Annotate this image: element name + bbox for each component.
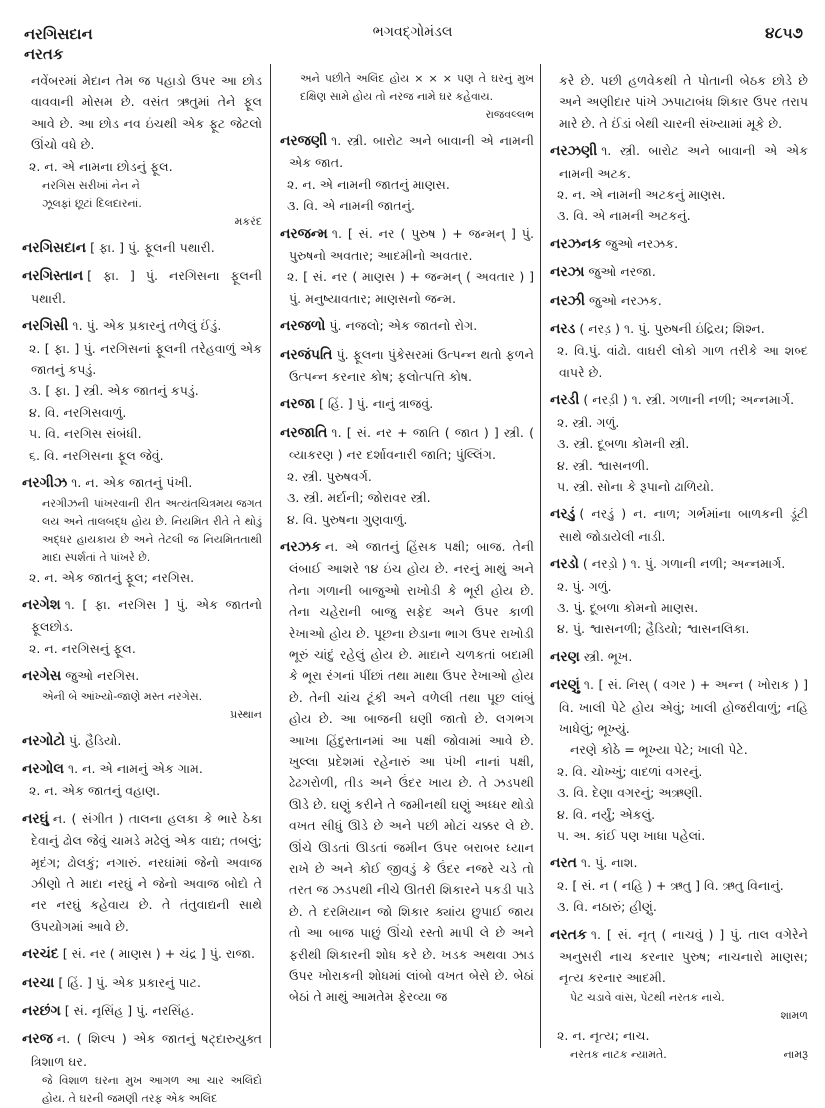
definition: ૧. ન. એ નામનું એક ગામ. [67, 760, 203, 776]
sense: ૩. વિ. દેણા વગરનું; અઋણી. [557, 785, 703, 801]
sense: ૨. ન. એ નામના છોડનું ફૂલ. [29, 158, 173, 174]
headword: નરઝક [280, 538, 321, 555]
sense: ૨. પું. ગળું. [557, 578, 612, 594]
definition: ૧. [ ફા. નરગિસ ] પું. એક જાતનો ફૂલછોડ. [31, 596, 262, 635]
sense: ૩. વિ. એ નામની અટકનું. [557, 208, 691, 224]
quotation [22, 495, 262, 567]
dictionary-entry [280, 422, 534, 466]
sense: ૨. ન. એ નામની અટકનું માણસ. [557, 187, 726, 203]
headword: નરઝણી [550, 143, 598, 160]
definition: ૧. [ સં. નૃત્ ( નાચવું ) ] પું. તાલ વગેરેને અનુસરી નાચ કરનાર પુરુષ; નાચનારો માણસ; નૃત્ય કરનાર આદમી. [559, 926, 808, 986]
headword: નરડી [550, 392, 580, 409]
headword: નરગોટો [22, 732, 66, 749]
quotation [550, 739, 808, 760]
headword: નરડો [550, 556, 579, 573]
headword: નરગિસદાન [22, 240, 87, 257]
sense: ૫. સ્ત્રી. સોના કે રૂપાનો ઢાળિયો. [557, 478, 714, 494]
headword: નરગીઝ [22, 475, 68, 492]
headword: નરગિસ્તાન [22, 268, 84, 285]
sense: ૨. ન. નરગિસનું ફૂલ. [29, 640, 136, 656]
headword: નરજાતિ [280, 424, 328, 441]
sense: ૨. વિ. ચોખ્ખું; વાદળાં વગરનું. [557, 763, 703, 779]
dictionary-entry [550, 852, 808, 874]
sense: ૨. [ ફા. ] પું. નરગિસનાં ફૂલની તરેહવાળું એક જાતનું કપડું. [29, 340, 262, 378]
first-headword: નરગિસદાન [24, 25, 93, 43]
dictionary-entry [550, 646, 808, 668]
continued-text: કરે છે. પછી હળવેકથી તે પોતાની બેઠક છોડે છે અને અણીદાર પાંખે ઝપાટાબંધ શિકાર ઉપર તરાપ મારે છે. તે ઈંડાં બેથી ચારની સંખ્યામાં મૂકે છે. [559, 73, 808, 131]
headword: નરગેસ [22, 668, 62, 685]
sense: ૨. ન. નૃત્ય; નાચ. [557, 1027, 650, 1043]
sense: ૩. સ્ત્રી. મર્દાની; જોરાવર સ્ત્રી. [287, 490, 431, 506]
definition: પું. હૈડિયો. [69, 732, 122, 748]
dictionary-entry [22, 808, 262, 937]
dictionary-entry [22, 1028, 262, 1072]
definition: ૧. ન. એક જાતનું પંખી. [71, 475, 193, 491]
column-divider [270, 64, 271, 1048]
headword: નરડ [550, 321, 576, 338]
headword: નરઝી [550, 292, 586, 309]
definition: ૧. પું. નાશ. [580, 855, 638, 871]
definition: ( નરડ઼ું ) ન. નાળ; ગર્ભમાંના બાળકની ડૂંટી સાથે જોડાયેલી નાડી. [559, 506, 808, 544]
dictionary-entry [22, 943, 262, 965]
definition: ૧. [ સં. નિસ્ ( વગર ) + અન્ન ( ખોરાક ) ] વિ. ખાલી પેટે હોય એવું; ખાલી હોજરીવાળું; નહિ ખાધેલું; ભૂખ્યું. [559, 677, 808, 736]
definition: જુઓ નરઝક. [605, 235, 679, 251]
dictionary-entry [550, 503, 808, 547]
dictionary-entry [22, 594, 262, 638]
quotation-text: અને પછીતે અલિંદ હોય × × × પણ તે ઘરનું મુખ દક્ષિણ સામે હોય તો નરજ નામે ઘર કહેવાય. [300, 72, 534, 103]
dictionary-entry [550, 290, 808, 312]
quotation-text: જે વિશાળ ઘરના મુખ આગળ આ ચાર અલિંદો હોય. તે ઘરની જમણી તરફ એક અલિંદ [42, 1074, 262, 1106]
sense: ૫. અ. કાંઈ પણ ખાધા પહેલાં. [557, 828, 706, 843]
quotation-source: ચિત્રમય જગત [197, 496, 262, 510]
dictionary-entry [22, 758, 262, 780]
headword: નરઝા [550, 264, 585, 281]
dictionary-entry [22, 730, 262, 752]
definition: ન. ( સંગીત ) તાલના હલકા કે ભારે ઠેકા દેવાનું ઢોલ જેવું ચામડે મઢેલું એક વાદ્ય; તબલું; મૃદંગ; ઢોલકું; નગારું. નરઘાંમાં જેનો અવાજ ઝીણો તે માદા નરઘું ને જેનો અવાજ બોદો તે નર નરઘું કહેવાય છે. તે તંતુવાદ્યની સાથે ઉપયોગમાં આવે છે. [31, 810, 262, 934]
column-2 [280, 70, 534, 1008]
definition: સ્ત્રી. ભૂખ. [583, 648, 633, 664]
quotation-source: પ્રસ્થાન [230, 707, 262, 721]
definition: ( નરડ઼ો ) ૧. પું. ગળાની નળી; અન્નમાર્ગ. [582, 556, 786, 572]
quotation-source: શામળ [780, 1008, 808, 1022]
quotation-text: નરતક નાટક ન્યામતે. [570, 1048, 667, 1062]
dictionary-entry [280, 130, 534, 174]
page-number: ૪૮૫૭ [765, 24, 803, 42]
sense: ૩. વિ. નઠારું; હીણું. [557, 899, 657, 915]
quotation-source: નામરૂ [783, 1048, 808, 1062]
column-1 [22, 70, 262, 1108]
dictionary-entry [550, 674, 808, 739]
sense: ૨. સ્ત્રી. ગળું. [557, 414, 620, 430]
definition: ૧. [ સં. નર ( પુરુષ ) + જન્મન્ ] પું. પુરુષનો અવતાર; આદમીનો અવતાર. [289, 225, 534, 264]
sense: ૪. પું. શ્વાસનળી; હૈડિયો; શ્વાસનલિકા. [557, 621, 750, 637]
sense: ૨. [ સં. નર ( માણસ ) + જન્મન્ ( અવતાર ) ] પું. મનુષ્યાવતાર; માણસનો જન્મ. [287, 269, 534, 306]
definition: ૧. પું. એક પ્રકારનું તળેલું ઈંડું. [72, 318, 222, 334]
quotation-text: ઝૂલફાં છૂટાં દિલદારનાં. [42, 197, 142, 211]
definition: જુઓ નરઝક. [589, 292, 662, 308]
quotation-text: નરણે કોઠે = ભૂખ્યા પેટે; ખાલી પેટે. [570, 742, 748, 758]
dictionary-entry [22, 972, 262, 994]
headword: નરણ [550, 648, 580, 665]
definition: [ ફા. ] પું. નરગિસના ફૂલની પથારી. [31, 268, 262, 306]
headword: નરત [550, 855, 577, 872]
quotation-source: મકરંદ [234, 215, 262, 229]
dictionary-entry [280, 536, 534, 1008]
continued-text: નવેંબરમાં મેદાન તેમ જ પહાડો ઉપર આ છોડ વાવવાની મોસમ છે. વસંત ઋતુમાં તેને ફૂલ આવે છે. આ છોડ નવ ઇંચથી એક ફૂટ જેટલો ઊંચો વધે છે. [31, 73, 262, 153]
headword: નરડું [550, 506, 576, 523]
dictionary-entry [550, 233, 808, 255]
sense: ૩. વિ. એ નામની જાતનું. [287, 198, 416, 214]
quotation-text: નરગીઝની પાંખરવાની રીત અત્યંત લય અને તાલબદ્ધ હોય છે. નિયમિત રીતે તે થોડું અદ્ધર હાયકાય છે અને તેટલી જ નિયમિતતાથી માદા સ્પર્શતાં તે પાંખરે છે. [42, 496, 262, 564]
definition: જુઓ નરજા. [588, 264, 656, 280]
sense: ૨. ન. એક જાતનું ફૂલ; નરગિસ. [29, 569, 195, 585]
column-divider [540, 64, 541, 1048]
headword: નરજન્મ [280, 225, 328, 242]
sense: ૨. ન. એક જાતનું વહાણ. [29, 783, 161, 799]
sense: ૫. વિ. નરગિસ સંબંધી. [29, 426, 142, 442]
sense: ૨. ન. એ નામની જાતનું માણસ. [287, 176, 450, 192]
dictionary-entry [550, 261, 808, 283]
sense: ૩. સ્ત્રી. દૂબળા કોમની સ્ત્રી. [557, 436, 690, 452]
dictionary-entry [22, 472, 262, 494]
definition: ન. ( શિલ્પ ) એક જાતનું ષટ્દારુયુક્ત ત્રિશાળ ઘર. [31, 1031, 262, 1069]
quotation [22, 177, 262, 195]
sense: ૩. પું. દૂબળા કોમનો માણસ. [557, 599, 699, 615]
definition: [ ફા. ] પું. ફૂલની પથારી. [90, 240, 215, 256]
dictionary-entry [22, 665, 262, 687]
headword: નરણું [550, 677, 580, 694]
sense: ૪. વિ. નર્યું; એકલું. [557, 806, 656, 822]
sense: ૩. [ ફા. ] સ્ત્રી. એક જાતનું કપડું. [29, 383, 199, 399]
headword: નરઝનક [550, 235, 602, 252]
definition: પું. ફૂલના પુંકેસરમાં ઉત્પન્ન થતો ફળને ઉત્પન્ન કરનાર કોષ; ફલોત્પત્તિ કોષ. [289, 346, 534, 385]
quotation-text: નરગિસ સરીખાં નેન ને [42, 179, 140, 193]
definition: પું. નજલો; એક જાતનો રોગ. [329, 318, 478, 334]
sense: ૪. સ્ત્રી. શ્વાસનળી. [557, 457, 650, 473]
dictionary-entry [550, 140, 808, 184]
sense: ૨. સ્ત્રી. પુરુષવર્ગ. [287, 468, 372, 484]
dictionary-entry [22, 237, 262, 259]
headword: નરચંદ [22, 946, 59, 963]
headword: નરતક [550, 926, 587, 943]
definition: ૧. [ સં. નર + જાતિ ( જાત ) ] સ્ત્રી. ( વ્યાકરણ ) નર દર્શાવનારી જાતિ; પુંલ્લિંગ. [289, 424, 534, 463]
dictionary-entry [550, 553, 808, 575]
definition: ન. એ જાતનું હિંસક પક્ષી; બાજ. તેની લંબાઈ આશરે ૧૪ ઇંચ હોય છે. નરનું માથું અને તેના ગળાની બાજુઓ રાખોડી કે ભૂરી હોય છે. તેના ચહેરાની બાજુ સફેદ અને ઉપર કાળી રેખાઓ હોય છે. પૂછના છેડાના ભાગ ઉપર રાખોડી ભૂરું ચાંદું રહેલું હોય છે. માદાને ચળકતાં બદામી કે ભૂરા રંગનાં પીંછાં તથા માથા ઉપર રેખાઓ હોય છે. તેની ચાંચ ટૂંકી અને વળેલી તથા પૂછ લાંબું હોય છે. આ બાજની ઘણી જાતો છે. લગભગ આખા હિંદુસ્તાનમાં આ પક્ષી જોવામાં આવે છે. ખુલ્લા પ્રદેશમાં રહેનારું આ પંખી નાનાં પક્ષી, ઢેઢગરોળી, તીડ અને ઉંદર ખાય છે. તે ઝડપથી ઊડે છે. ઘણું કરીને તે જમીનથી ઘણું અધ્ધર થોડો વખત સીધું ઊડે છે અને પછી મોટાં ચક્કર લે છે. ઊંચે ઊડતાં ઊડતાં જમીન ઉપર બરાબર ધ્યાન રાખે છે અને કોઈ જીવડું કે ઉંદર નજરે ચડે તો તરત જ ઝડપથી નીચે ઊતરી શિકારને પકડી પાડે છે. તે દરમિયાન જો શિકાર ક્યાંય છુપાઈ જાય તો આ બાજ પાછું ઊંચો રસ્તો માપી લે છે અને ફરીથી શિકારની શોધ કરે છે. ખડક અથવા ઝાડ ઉપર ખોરાકની શોધમાં લાંબો વખત બેસે છે. બેઠાં બેઠાં તે માથું આમતેમ ફેરવ્યા જ [289, 538, 534, 1005]
quotation-text: એની બે આંખ્યો-જાણે મસ્ત નરગેસ. [42, 689, 203, 703]
headword: નરજળો [280, 318, 326, 335]
quotation-text: પેટ ચડાવે વાંસ, પેટથી નરતક નાચે. [570, 990, 725, 1004]
sense: ૬. વિ. નરગિસના ફૂલ જેવું. [29, 447, 164, 463]
headword: નરઘું [22, 810, 49, 827]
definition: [ સં. નર ( માણસ ) + ચંદ્ર ] પું. રાજા. [62, 946, 256, 962]
headword: નરગોલ [22, 760, 64, 777]
book-title: ભગવદ્ગોમંડલ [372, 24, 453, 40]
definition: [ સં. નૃસિંહ ] પું. નરસિંહ. [64, 1003, 195, 1018]
last-headword: નરતક [24, 45, 64, 63]
dictionary-entry [22, 265, 262, 309]
dictionary-entry [550, 389, 808, 411]
headword: નરજંપતિ [280, 346, 333, 363]
sense: ૨. [ સં. ન ( નહિ ) + ઋતુ ] વિ. ઋતુ વિનાનું. [557, 877, 784, 893]
definition: જુઓ નરગિસ. [65, 668, 140, 684]
sense: ૨. વિ.પું. વાંઢો. વાઘરી લોકો ગાળ તરીકે આ શબ્દ વાપરે છે. [557, 343, 808, 380]
column-3 [550, 70, 808, 1064]
definition: ( નરડ઼ ) ૧. પું. પુરુષની ઇંદ્રિય; શિશ્ન. [579, 321, 765, 337]
dictionary-entry [550, 318, 808, 340]
definition: ૧. સ્ત્રી. બારોટ અને બાવાની એ એક નામની અટક. [559, 143, 808, 181]
quotation [22, 688, 262, 706]
quotation-source: રાજવલ્લભ [485, 108, 534, 121]
dictionary-entry [280, 223, 534, 267]
dictionary-entry [22, 1000, 262, 1022]
quotation [22, 195, 262, 213]
headword: નરજ [22, 1031, 53, 1048]
dictionary-entry [280, 315, 534, 337]
sense: ૪. વિ. નરગિસવાળું. [29, 404, 127, 420]
quotation [550, 989, 808, 1007]
dictionary-entry [280, 393, 534, 415]
definition: [ હિં. ] પું. એક પ્રકારનું પાટ. [58, 974, 201, 990]
quotation [280, 70, 534, 106]
dictionary-entry [280, 344, 534, 388]
headword: નરગિસી [22, 318, 69, 335]
quotation [22, 1072, 262, 1108]
dictionary-entry [550, 924, 808, 989]
headword: નરજા [280, 396, 315, 413]
definition: ૧. સ્ત્રી. બારોટ અને બાવાની એ નામની એક જાત. [289, 133, 534, 171]
definition: ( નરડ઼ી ) ૧. સ્ત્રી. ગળાની નળી; અન્નમાર્ગ. [583, 392, 795, 408]
headword: નરછંગ [22, 1003, 61, 1019]
headword: નરગેશ [22, 596, 61, 613]
definition: [ હિં. ] પું. નાનું ત્રાજવું. [318, 396, 434, 412]
dictionary-entry [22, 315, 262, 337]
headword: નરચા [22, 974, 55, 991]
sense: ૪. વિ. પુરુષના ગુણવાળું. [287, 511, 408, 527]
quotation [550, 1046, 808, 1064]
headword: નરજણી [280, 133, 328, 149]
